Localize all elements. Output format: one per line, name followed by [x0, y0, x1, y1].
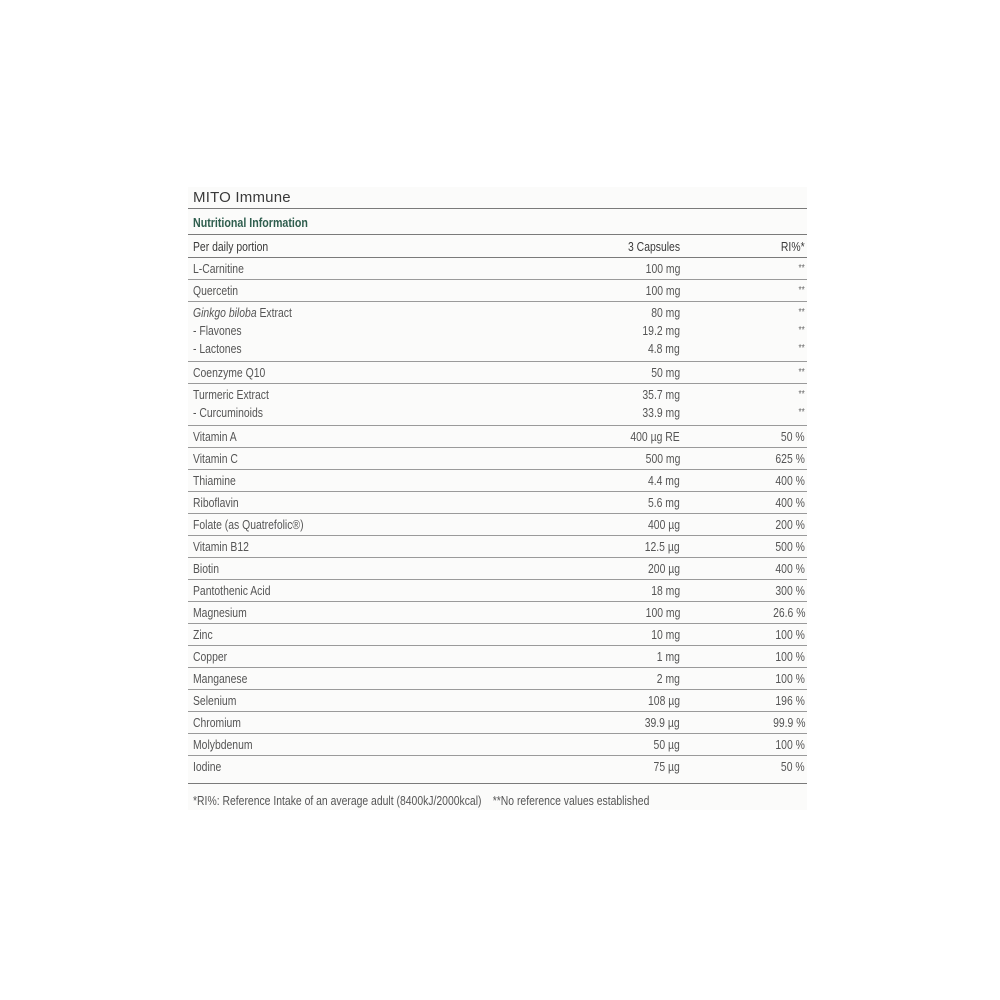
nutrient-amount: 100 mg: [645, 605, 680, 620]
nutrient-amount: 50 mg: [651, 365, 680, 380]
section-title: Nutritional Information: [193, 215, 308, 230]
nutrient-amount: 2 mg: [656, 671, 680, 686]
nutrient-amount: 80 mg: [651, 305, 680, 320]
table-row: [188, 668, 807, 690]
nutrient-ri: 100 %: [775, 649, 805, 664]
nutrient-name: Pantothenic Acid: [193, 583, 271, 598]
nutrient-amount: 108 µg: [647, 693, 680, 708]
nutrient-ri: 625 %: [775, 451, 805, 466]
nutrient-ri: 100 %: [775, 627, 805, 642]
nutrient-ri: **: [798, 307, 805, 318]
nutrient-name: [193, 304, 292, 322]
table-header: [188, 236, 807, 258]
nutrient-amount: 75 µg: [653, 759, 680, 774]
table-row: [188, 426, 807, 448]
nutrient-ri: 100 %: [775, 671, 805, 686]
nutrient-amount: 18 mg: [651, 583, 680, 598]
nutrient-name: Selenium: [193, 693, 237, 708]
nutrient-amount: 19.2 mg: [642, 323, 680, 338]
nutrient-ri: 100 %: [775, 737, 805, 752]
nutrient-ri: 500 %: [775, 539, 805, 554]
table-row: [188, 280, 807, 302]
nutrient-name: Vitamin B12: [193, 539, 249, 554]
nutrient-name: Manganese: [193, 671, 248, 686]
table-row: [188, 492, 807, 514]
nutrient-ri: 400 %: [775, 473, 805, 488]
nutrient-ri: 400 %: [775, 561, 805, 576]
nutrient-name: Turmeric Extract: [193, 387, 269, 402]
nutrient-name: Quercetin: [193, 283, 239, 298]
divider: [188, 208, 807, 209]
nutrient-name: - Flavones: [193, 323, 242, 338]
nutrient-name: Thiamine: [193, 473, 236, 488]
table-row: [188, 756, 807, 777]
nutrient-ri: 200 %: [775, 517, 805, 532]
table-row: [188, 536, 807, 558]
nutrient-amount: 200 µg: [647, 561, 680, 576]
header-portion: Per daily portion: [193, 239, 269, 254]
nutrient-ri: 26.6 %: [772, 605, 805, 620]
nutrient-name: - Curcuminoids: [193, 405, 263, 420]
nutrient-name: L-Carnitine: [193, 261, 244, 276]
nutrient-amount: 400 µg: [647, 517, 680, 532]
nutrient-amount: 39.9 µg: [645, 715, 680, 730]
product-title: MITO Immune: [193, 189, 291, 206]
nutrient-ri: 99.9 %: [772, 715, 805, 730]
nutrient-amount: 500 mg: [645, 451, 680, 466]
nutrient-amount: 5.6 mg: [648, 495, 680, 510]
nutrient-amount: 4.8 mg: [648, 341, 680, 356]
nutrient-table: [188, 258, 807, 777]
footnote-ri: *RI%: Reference Intake of an average adult (8400kJ/2000kcal): [193, 793, 482, 808]
nutrient-amount: 33.9 mg: [642, 405, 680, 420]
table-row: [188, 514, 807, 536]
divider: [188, 783, 807, 784]
nutrient-ri: 50 %: [781, 429, 805, 444]
header-ri: RI%*: [781, 239, 805, 254]
table-row: [188, 580, 807, 602]
table-row: [188, 362, 807, 384]
nutrient-name: Riboflavin: [193, 495, 239, 510]
table-row: [188, 448, 807, 470]
table-row: [188, 624, 807, 646]
nutrient-name: Iodine: [193, 759, 222, 774]
nutrient-ri: 50 %: [781, 759, 805, 774]
nutrition-panel: [188, 187, 807, 810]
table-row: [188, 302, 807, 362]
table-row: [188, 734, 807, 756]
nutrient-name: - Lactones: [193, 341, 242, 356]
header-amount: 3 Capsules: [627, 239, 680, 254]
table-row: [188, 712, 807, 734]
nutrient-amount: 50 µg: [653, 737, 680, 752]
divider: [188, 234, 807, 235]
nutrient-name: Biotin: [193, 561, 220, 576]
nutrient-ri: **: [798, 325, 805, 336]
nutrient-amount: 35.7 mg: [642, 387, 680, 402]
nutrient-name: Magnesium: [193, 605, 247, 620]
nutrient-name: Chromium: [193, 715, 241, 730]
table-row: [188, 384, 807, 426]
footnotes: [193, 793, 649, 808]
nutrient-ri: 400 %: [775, 495, 805, 510]
table-row: [188, 470, 807, 492]
nutrient-ri: **: [798, 263, 805, 274]
table-row: [188, 646, 807, 668]
nutrient-amount: 100 mg: [645, 283, 680, 298]
nutrient-name: Folate (as Quatrefolic®): [193, 517, 304, 532]
nutrient-name: Coenzyme Q10: [193, 365, 266, 380]
nutrient-amount: 4.4 mg: [648, 473, 680, 488]
nutrient-amount: 1 mg: [656, 649, 680, 664]
nutrient-ri: **: [798, 285, 805, 296]
nutrient-ri: 300 %: [775, 583, 805, 598]
footnote-no-reference: **No reference values established: [492, 793, 650, 808]
nutrient-ri: **: [798, 389, 805, 400]
nutrient-name: Molybdenum: [193, 737, 253, 752]
nutrient-ri: **: [798, 367, 805, 378]
nutrient-amount: 100 mg: [645, 261, 680, 276]
nutrient-ri: **: [798, 407, 805, 418]
nutrient-amount: 10 mg: [651, 627, 680, 642]
table-row: [188, 558, 807, 580]
nutrient-name: Copper: [193, 649, 228, 664]
nutrient-name: Vitamin C: [193, 451, 238, 466]
table-row: [188, 690, 807, 712]
nutrient-amount: 12.5 µg: [645, 539, 680, 554]
nutrient-name: Vitamin A: [193, 429, 237, 444]
nutrient-ri: 196 %: [775, 693, 805, 708]
nutrient-name: Zinc: [193, 627, 213, 642]
nutrient-name-italic: Ginkgo biloba: [193, 305, 257, 320]
table-row: [188, 602, 807, 624]
table-row: [188, 258, 807, 280]
nutrient-name-suffix: Extract: [259, 305, 292, 320]
nutrient-ri: **: [798, 343, 805, 354]
nutrient-amount: 400 µg RE: [630, 429, 680, 444]
